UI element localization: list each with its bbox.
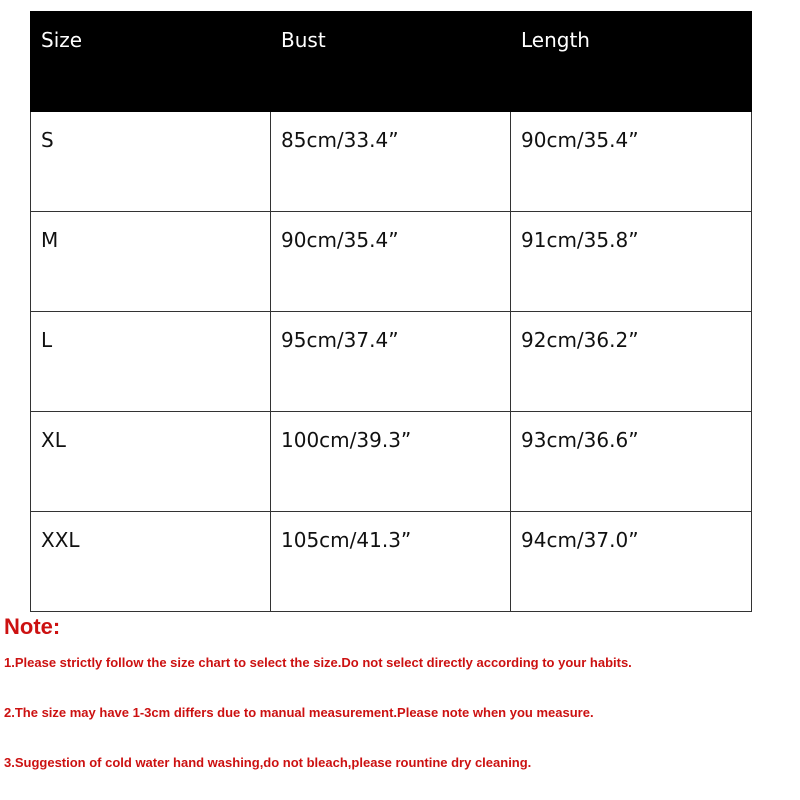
note-line-3: 3.Suggestion of cold water hand washing,do not bleach,please rountine dry cleaning. bbox=[4, 755, 532, 770]
cell-size: L bbox=[31, 312, 271, 412]
note-line-1: 1.Please strictly follow the size chart to select the size.Do not select directly according to your habits. bbox=[4, 655, 632, 670]
note-title: Note: bbox=[4, 614, 61, 639]
cell-length: 94cm/37.0” bbox=[511, 512, 752, 612]
size-chart-table bbox=[30, 11, 752, 612]
table-row bbox=[31, 112, 752, 212]
cell-length: 91cm/35.8” bbox=[511, 212, 752, 312]
cell-bust: 95cm/37.4” bbox=[271, 312, 511, 412]
cell-bust: 90cm/35.4” bbox=[271, 212, 511, 312]
table-row bbox=[31, 512, 752, 612]
cell-length: 93cm/36.6” bbox=[511, 412, 752, 512]
cell-bust: 105cm/41.3” bbox=[271, 512, 511, 612]
header-length: Length bbox=[511, 12, 752, 112]
header-size: Size bbox=[31, 12, 271, 112]
cell-bust: 85cm/33.4” bbox=[271, 112, 511, 212]
cell-bust: 100cm/39.3” bbox=[271, 412, 511, 512]
note-line-2: 2.The size may have 1-3cm differs due to manual measurement.Please note when you measure. bbox=[4, 705, 594, 720]
size-chart-header bbox=[31, 12, 752, 112]
header-row bbox=[31, 12, 752, 112]
table-row bbox=[31, 312, 752, 412]
table-row bbox=[31, 412, 752, 512]
cell-size: XL bbox=[31, 412, 271, 512]
cell-size: M bbox=[31, 212, 271, 312]
cell-size: XXL bbox=[31, 512, 271, 612]
cell-length: 90cm/35.4” bbox=[511, 112, 752, 212]
header-bust: Bust bbox=[271, 12, 511, 112]
size-chart-body bbox=[31, 112, 752, 612]
cell-length: 92cm/36.2” bbox=[511, 312, 752, 412]
cell-size: S bbox=[31, 112, 271, 212]
table-row bbox=[31, 212, 752, 312]
